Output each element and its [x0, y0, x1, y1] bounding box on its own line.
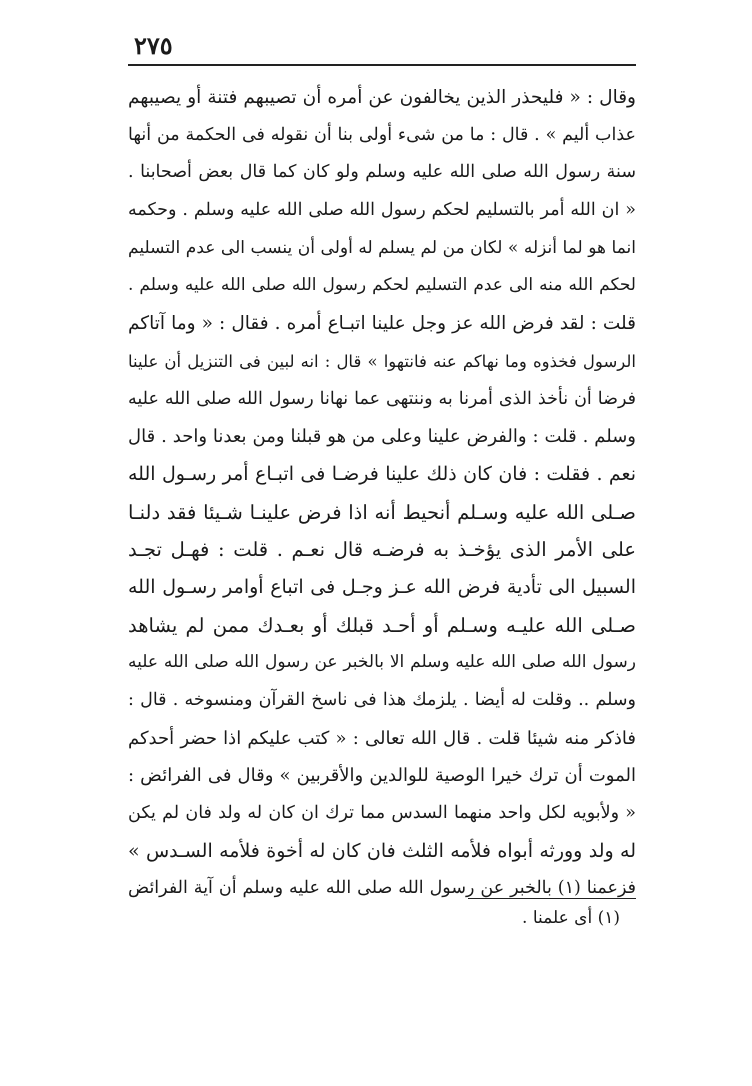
text-line: لحكم الله منه الى عدم التسليم لحكم رسول الله صلى الله عليه وسلم .	[128, 275, 636, 296]
header-rule	[128, 64, 636, 66]
text-line: وسلم . قلت : والفرض علينا وعلى من هو قبلنا ومن بعدنا واحد . قال	[128, 426, 636, 448]
text-line: قلت : لقد فرض الله عز وجل علينا اتبـاع أمره . فقال : « وما آتاكم	[128, 313, 636, 335]
text-line: فاذكر منه شيئا قلت . قال الله تعالى : « كتب عليكم اذا حضر أحدكم	[128, 727, 636, 749]
text-line: « ولأبويه لكل واحد منهما السدس مما ترك ان كان له ولد فان لم يكن	[128, 803, 636, 824]
text-line: على الأمر الذى يؤخـذ به فرضـه قال نعـم . قلت : فهـل تجـد	[128, 538, 636, 562]
text-line: انما هو لما أنزله » لكان من لم يسلم له أولى أن ينسب الى عدم التسليم	[128, 237, 636, 258]
text-line: سنة رسول الله صلى الله عليه وسلم ولو كان كما قال بعض أصحابنا .	[128, 162, 636, 183]
text-line: وسلم .. وقلت له أيضا . يلزمك هذا فى ناسخ القرآن ومنسوخه . قال :	[128, 690, 636, 710]
footnote: (١) أى علمنا .	[522, 908, 620, 928]
text-line: رسول الله صلى الله عليه وسلم الا بالخبر عن رسول الله صلى الله عليه	[128, 652, 636, 673]
text-line: نعم . فقلت : فان كان ذلك علينا فرضـا فى اتبـاع أمر رسـول الله	[128, 462, 636, 485]
text-line: الموت أن ترك خيرا الوصية للوالدين والأقربين » وقال فى الفرائض :	[128, 765, 636, 787]
text-line: عذاب أليم » . قال : ما من شىء أولى بنا أن نقوله فى الحكمة من أنها	[128, 124, 636, 145]
text-line: وقال : « فليحذر الذين يخالفون عن أمره أن تصيبهم فتنة أو يصيبهم	[128, 87, 636, 108]
page-number: ٢٧٥	[134, 31, 173, 60]
text-line: فرضا أن نأخذ الذى أمرنا به وننتهى عما نهانا رسول الله صلى الله عليه	[128, 388, 636, 409]
footnote-rule	[468, 898, 636, 899]
text-line: صـلى الله عليـه وسـلم أو أحـد قبلك أو بعـدك ممن لم يشاهد	[128, 613, 636, 637]
text-line: صـلى الله عليه وسـلم أنحيط أنه اذا فرض علينـا شـيئا فقد دلنـا	[128, 500, 636, 524]
text-line: السبيل الى تأدية فرض الله عـز وجـل فى اتباع أوامر رسـول الله	[128, 575, 636, 598]
text-line: فزعمنا (١) بالخبر عن رسول الله صلى الله عليه وسلم أن آية الفرائض	[128, 878, 636, 899]
text-line: الرسول فخذوه وما نهاكم عنه فانتهوا » قال : انه لبين فى التنزيل أن علينا	[128, 351, 636, 371]
text-line: له ولد وورثه أبواه فلأمه الثلث فان كان له أخوة فلأمه السـدس »	[128, 839, 636, 862]
text-line: « ان الله أمر بالتسليم لحكم رسول الله صلى الله عليه وسلم . وحكمه	[128, 200, 636, 221]
body-text	[128, 79, 636, 908]
